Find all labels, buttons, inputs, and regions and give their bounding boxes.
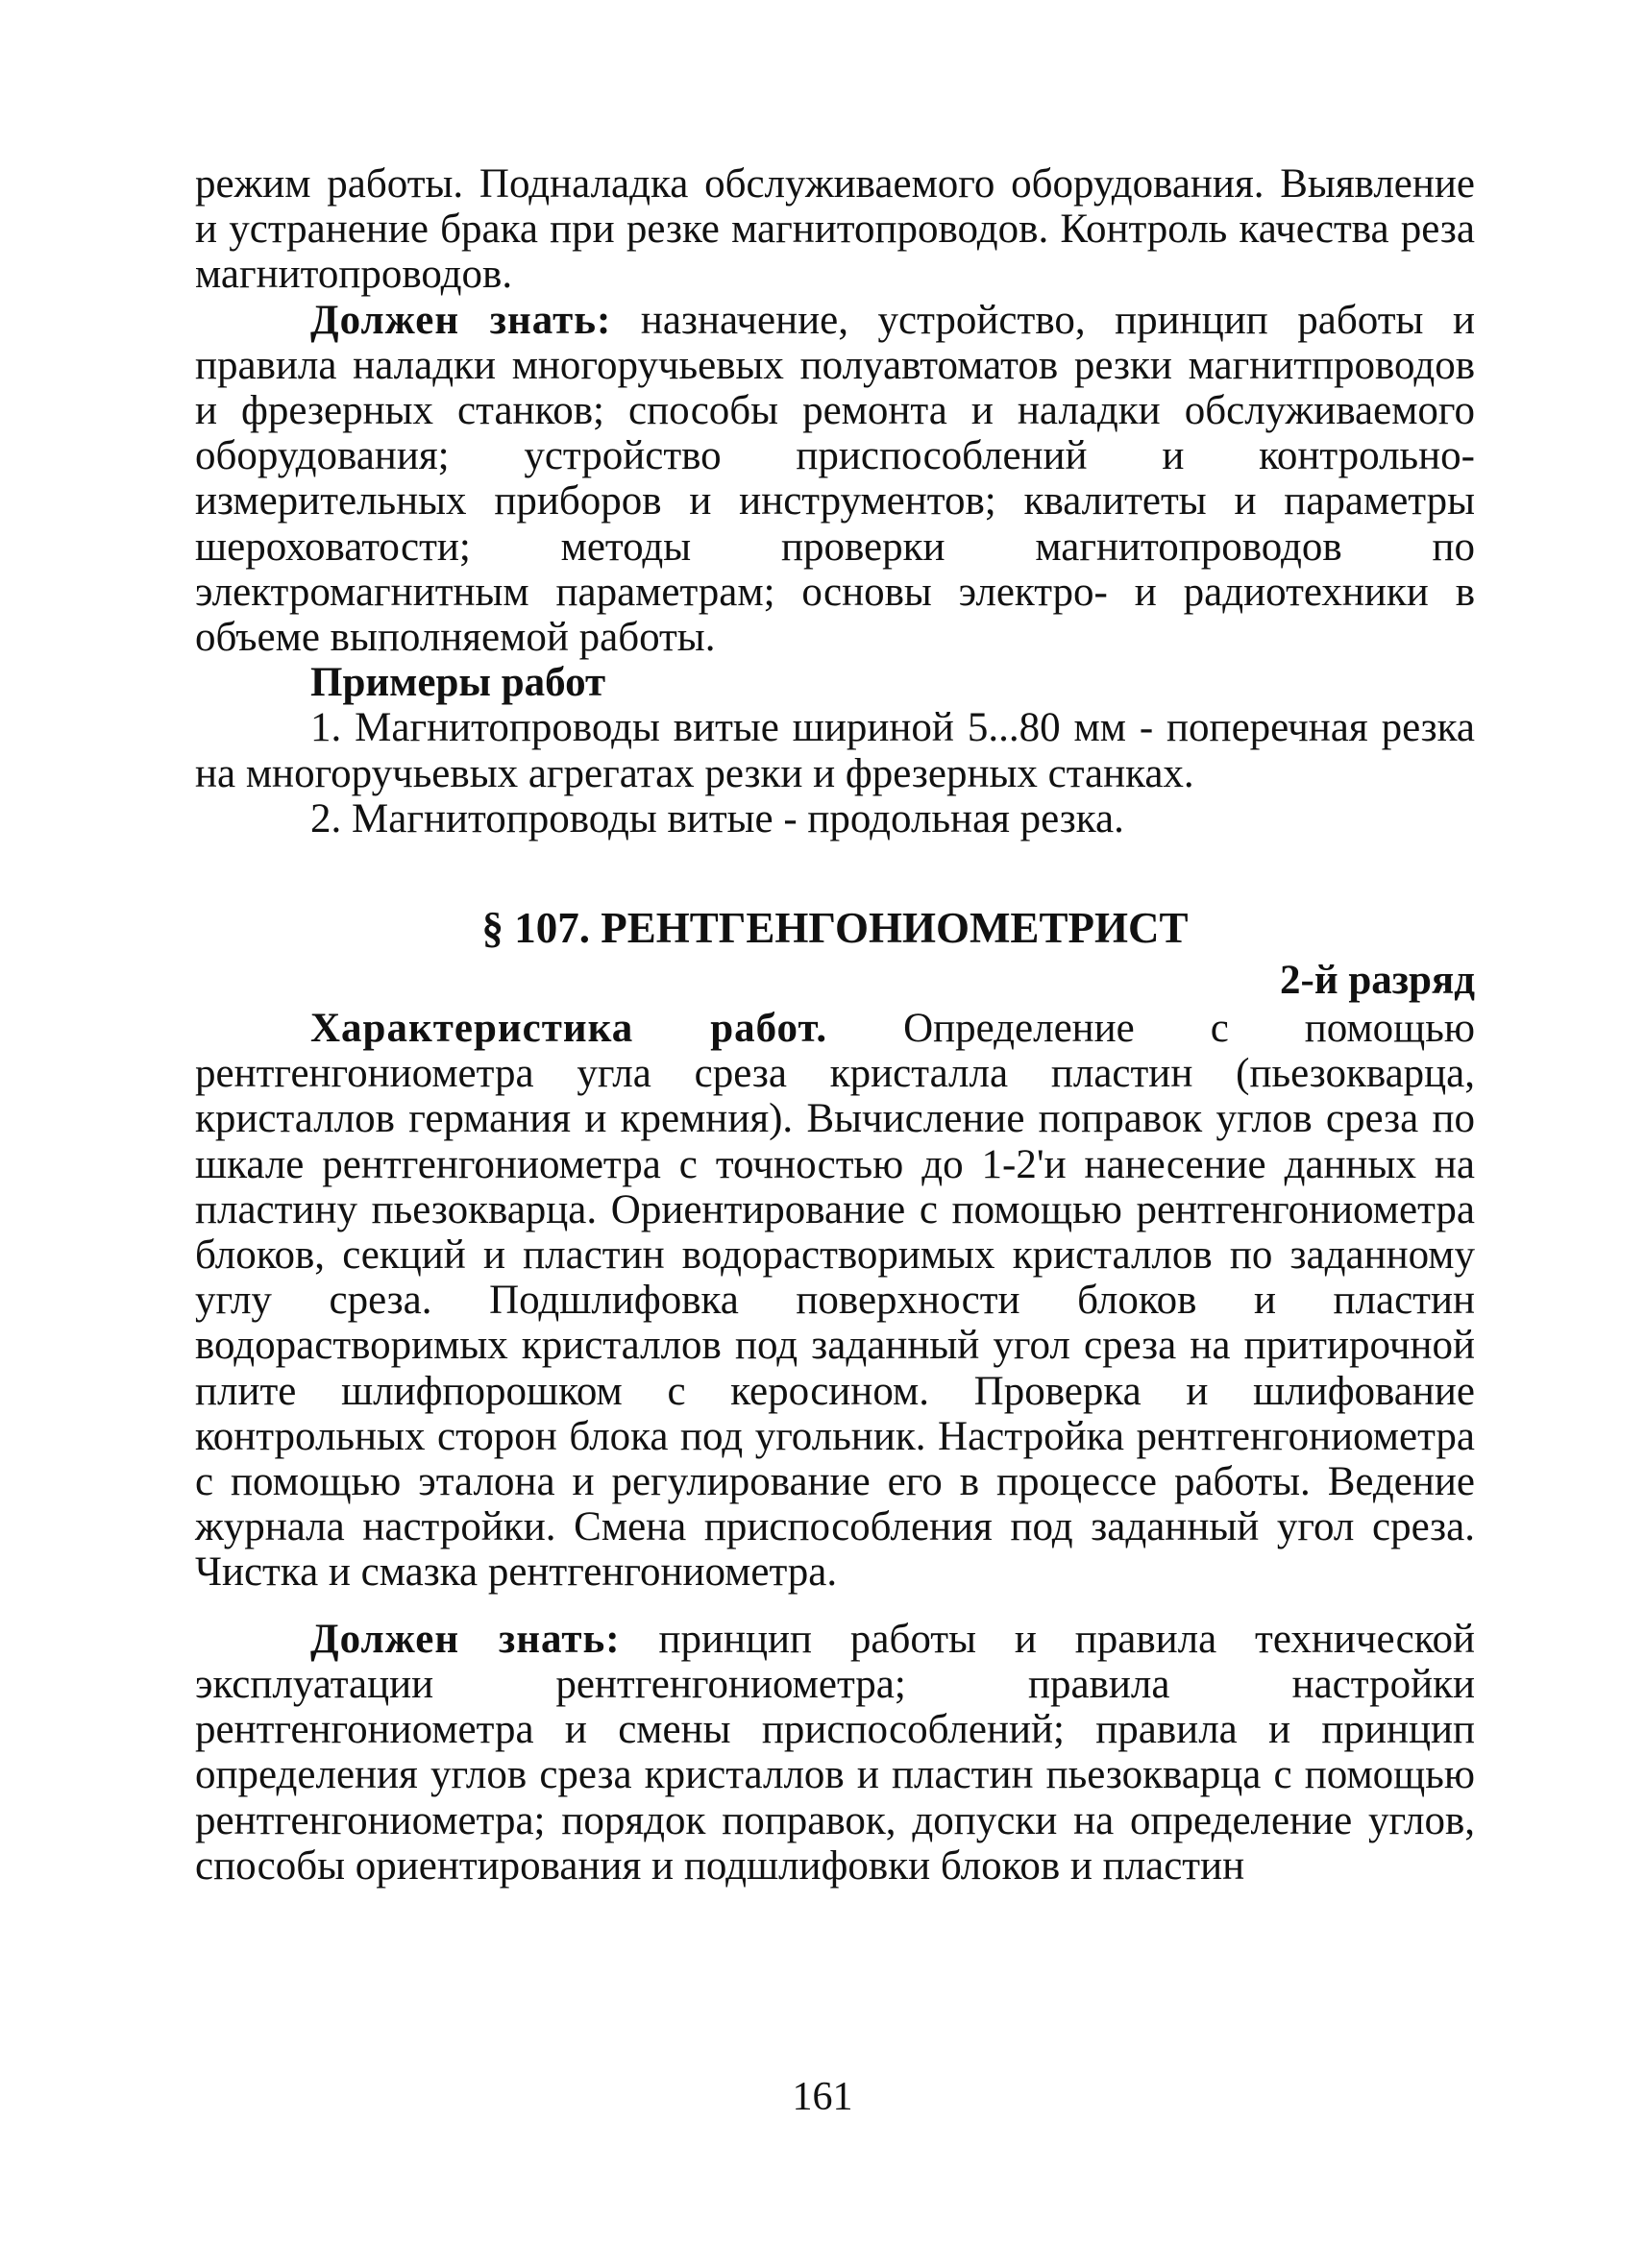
paragraph-knowledge-2: [195, 1617, 1475, 1889]
page-number: 161: [792, 2075, 853, 2119]
paragraph-knowledge-1: [195, 298, 1475, 661]
page-body: [195, 161, 1475, 1889]
characteristics-label: Характеристика работ.: [310, 1006, 828, 1052]
section-title: § 107. РЕНТГЕНГОНИОМЕТРИСТ: [481, 904, 1189, 953]
paragraph-work-mode: режим работы. Подналадка обслуживаемого оборудования. Выявление и устранение брака при резке магнитопроводов. Контроль качества реза магнитопроводов.: [195, 161, 1475, 298]
example-item-2: 2. Магнитопроводы витые - продольная резка.: [310, 795, 1124, 841]
knowledge-text-2: принцип работы и правила технической эксплуатации рентгенгониометра; правила настройки рентгенгониометра и смены приспособлений; правила и принцип определения углов среза кристаллов и пластин пьезокварца с помощью рентгенгониометра; порядок поправок, допуски на определение углов, способы ориентирования и подшлифовки блоков и пластин: [195, 1616, 1475, 1889]
knowledge-label-2: Должен знать:: [310, 1616, 621, 1662]
examples-heading: Примеры работ: [310, 660, 606, 706]
grade-label: 2-й разряд: [1280, 958, 1475, 1004]
knowledge-label: Должен знать:: [310, 297, 612, 343]
characteristics-text: Определение с помощью рентгенгониометра угла среза кристалла пластин (пьезокварца, кристаллов германия и кремния). Вычисление поправок углов среза по шкале рентгенгониометра с точностью до 1-2'и нанесение данных на пластину пьезокварца. Ориентирование с помощью рентгенгониометра блоков, секций и пластин водорастворимых кристаллов по заданному углу среза. Подшлифовка поверхности блоков и пластин водорастворимых кристаллов под заданный угол среза на притирочной плите шлифпорошком с керосином. Проверка и шлифование контрольных сторон блока под угольник. Настройка рентгенгониометра с помощью эталона и регулирование его в процессе работы. Ведение журнала настройки. Смена приспособления под заданный угол среза. Чистка и смазка рентгенгониометра.: [195, 1006, 1475, 1596]
paragraph-characteristics: [195, 1006, 1475, 1596]
knowledge-text: назначение, устройство, принцип работы и правила наладки многоручьевых полуавтоматов резки магнитпроводов и фрезерных станков; способы ремонта и наладки обслуживаемого оборудования; устройство приспособлений и контрольно-измерительных приборов и инструментов; квалитеты и параметры шероховатости; методы проверки магнитопроводов по электромагнитным параметрам; основы электро- и радиотехники в объеме выполняемой работы.: [195, 297, 1475, 661]
example-item-1: 1. Магнитопроводы витые шириной 5...80 мм - поперечная резка на многоручьевых агрегатах резки и фрезерных станках.: [195, 705, 1475, 796]
